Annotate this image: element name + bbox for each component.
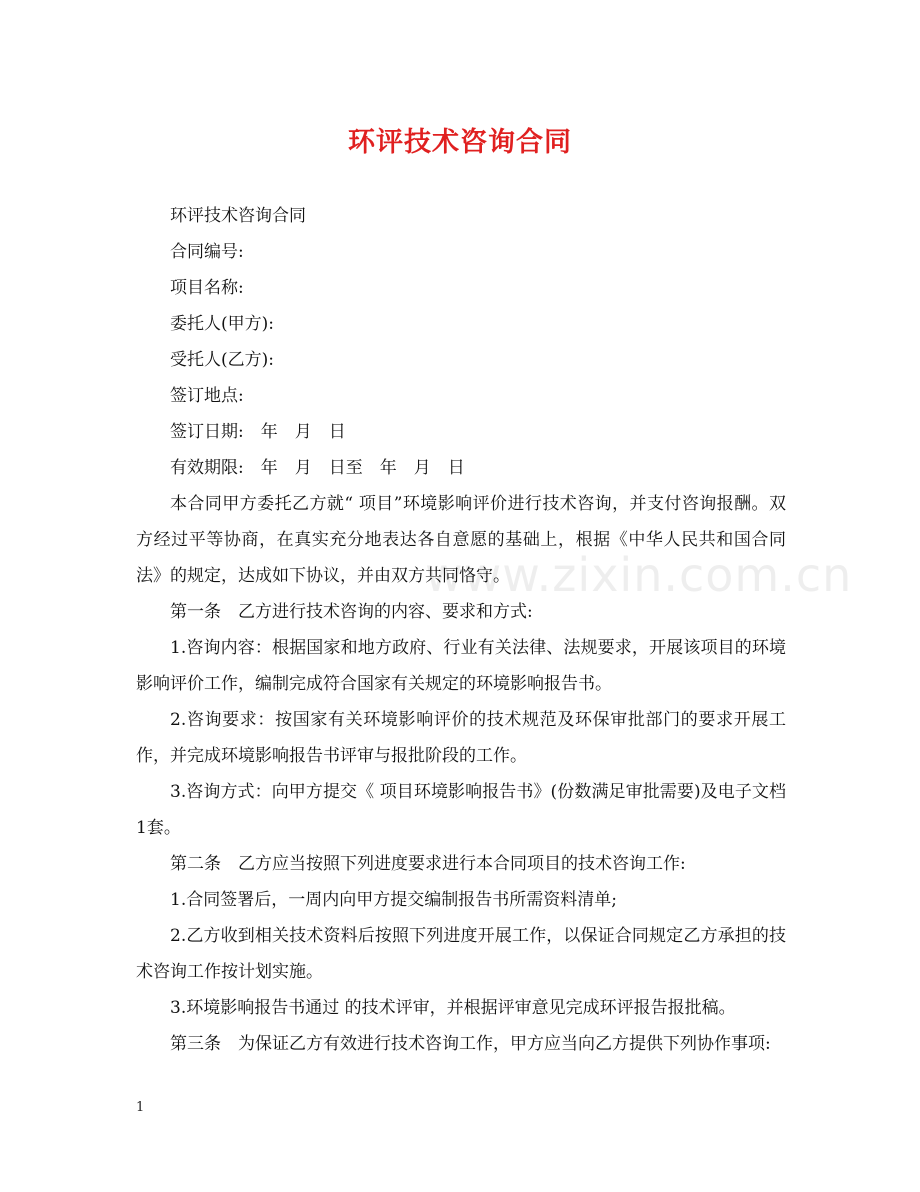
article-1-item-2: 2.咨询要求：按国家有关环境影响评价的技术规范及环保审批部门的要求开展工作，并完成环境影响报告书评审与报批阶段的工作。 (136, 710, 786, 766)
paragraph-heading: 环评技术咨询合同 (170, 206, 306, 226)
article-2-item-3: 3.环境影响报告书通过 的技术评审，并根据评审意见完成环评报告报批稿。 (170, 998, 736, 1018)
article-2-item-2: 2.乙方收到相关技术资料后按照下列进度开展工作，以保证合同规定乙方承担的技术咨询工作按计划实施。 (136, 926, 786, 982)
paragraph-preamble: 本合同甲方委托乙方就“ 项目”环境影响评价进行技术咨询，并支付咨询报酬。双方经过平等协商，在真实充分地表达各自意愿的基础上，根据《中华人民共和国合同法》的规定，达成如下协议，并由双方共同恪守。 (136, 494, 786, 586)
field-project-name: 项目名称: (170, 278, 244, 298)
article-1-item-3: 3.咨询方式：向甲方提交《 项目环境影响报告书》(份数满足审批需要)及电子文档1套。 (136, 782, 786, 838)
document-body (136, 198, 786, 1062)
field-contractor: 受托人(乙方): (170, 350, 274, 370)
article-3-heading: 第三条 为保证乙方有效进行技术咨询工作，甲方应当向乙方提供下列协作事项: (170, 1034, 771, 1054)
field-contract-number: 合同编号: (170, 242, 244, 262)
field-client: 委托人(甲方): (170, 314, 274, 334)
page-number: 1 (136, 1100, 145, 1115)
field-valid-period: 有效期限: 年 月 日至 年 月 日 (170, 458, 465, 478)
article-1-item-1: 1.咨询内容：根据国家和地方政府、行业有关法律、法规要求，开展该项目的环境影响评价工作，编制完成符合国家有关规定的环境影响报告书。 (136, 638, 786, 694)
article-1-heading: 第一条 乙方进行技术咨询的内容、要求和方式: (170, 602, 533, 622)
document-title: 环评技术咨询合同 (348, 127, 572, 158)
watermark: www.zixin.com.cn (425, 548, 853, 602)
article-2-item-1: 1.合同签署后，一周内向甲方提交编制报告书所需资料清单; (170, 890, 617, 910)
field-sign-date: 签订日期: 年 月 日 (170, 422, 346, 442)
field-sign-place: 签订地点: (170, 386, 244, 406)
article-2-heading: 第二条 乙方应当按照下列进度要求进行本合同项目的技术咨询工作: (170, 854, 686, 874)
